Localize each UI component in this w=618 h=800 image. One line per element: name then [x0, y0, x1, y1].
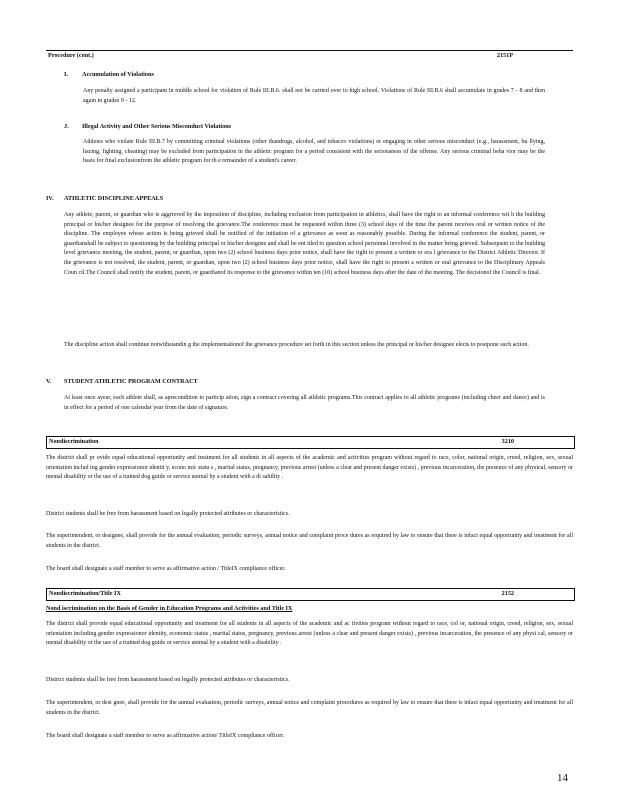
- title-ix-subheading: Nond iscrimination on the Basis of Gender in Education Programs and Activities and Title IX: [46, 605, 293, 612]
- nd1-paragraph-2: District students shall be free from harassment based on legally protected attributes or characteristics.: [46, 511, 290, 517]
- section-v-text: At least once ayear, each athlete shall, as aprecondition to particip ation, sign a contract covering all athletic programs.This contract applies to all athletic programs (including cheer and dance) and is in effect for a period of one calendar year from the date of signature.: [64, 395, 545, 411]
- section-iv-number: IV.: [46, 195, 54, 202]
- procedure-header: [46, 50, 573, 62]
- section-i-title: Accumulation of Violations: [82, 71, 154, 78]
- section-i-text: Any penalty assigned a participant in middle school for violation of Rule III.B.6. shall not be carried over to high school. Violations of Rule III.B.6 shall accumulate in grades 7 - 8 and then again in grades 9 - 12.: [83, 88, 545, 104]
- nd2-paragraph-2: District students shall be free from harassment based on legally protected attributes or characteristics.: [46, 677, 290, 683]
- nd1-paragraph-4: The board shall designate a staff member to serve as affirmative action / TitleIX compliance officer.: [46, 566, 286, 572]
- nd2-paragraph-3: The superintendent, or desi gnee, shall provide for the annual evaluation, periodic surveys, annual notice and complaint procedures as required by law to ensure that there is infact equal opportunity and treatment for all students in the district.: [46, 700, 573, 716]
- page-number: 14: [557, 772, 568, 784]
- section-v-number: V.: [46, 378, 52, 385]
- section-j-title: Illegal Activity and Other Serious Misconduct Violations: [82, 123, 232, 130]
- nd2-paragraph-4: The board shall designate a staff member to serve as affirmative action/ TitleIX compliance officer.: [46, 733, 285, 739]
- title-ix-header-label: Nondiscrimination/Title IX: [49, 590, 121, 597]
- nondiscrimination-header-label: Nondiscrimination: [49, 438, 99, 445]
- section-iv-text-1: Any athlete, parent, or guardian who is aggrieved by the imposition of discipline, including exclusion from participation in athletics, shall have the right to an informal conference wit h the building principal or his/her designee for the purpose of resolving the grievance.The conference must be requested within three (3) school days of the time the parent receives oral or written notice of the discipline. The employee whose action is being grieved shall be notified of the initiation of a grievance as soon as reasonably possible. During the informal conference the student, parent, or guardianshall be subject to questioning by the building principal or his/her designee and shall be ent itled to question school personnel involved in the matter being grieved. Subsequent to the building level grievance meeting, the student, parent, or guardian, upon two (2) school business days prior notice, shall have the right to present a written or ora l grievance to the District Athletic Director. If the grievance is not resolved, the student, parent, or guardian, upon two (2) school business days prior notice, shall have the right to present a written or oral grievance to the Disciplinary Appeals Coun cil.The Council shall notify the student, parent, or guardianof its response to the grievance within ten (10) school business days after the date of the meeting. The decisionof the Council is final.: [64, 212, 545, 276]
- procedure-header-label: Procedure (cont.): [48, 52, 94, 59]
- nd1-paragraph-3: The superintendent, or designee, shall provide for the annual evaluation, periodic surveys, annual notice and complaint proce dures as required by law to ensure that there is infact equal opportunity and treatment for all students in the district.: [46, 533, 573, 549]
- section-j-text: Athletes who violate Rule III.B.7 by committing criminal violations (other thandrugs, alcohol, and tobacco violations) or engaging in other serious misconduct (e.g., harassment, bu llying, hazing, fighting, cheating) may be excluded from participation in the athletic program for a period consistent with the seriousness of the offense. Any serious criminal beha vior may be the basis for final exclusionfrom the athletic program for th e remainder of a student's career.: [83, 139, 545, 165]
- section-iv-title: ATHLETIC DISCIPLINE APPEALS: [64, 195, 164, 202]
- nondiscrimination-header-code: 3210: [501, 438, 514, 445]
- section-v-title: STUDENT ATHLETIC PROGRAM CONTRACT: [64, 378, 198, 385]
- section-iv-text-2: The discipline action shall continue notwithstandin g the implementationof the grievance procedure set forth in this section unless the principal or his/her designee elects to postpone such action.: [64, 342, 529, 348]
- title-ix-header: [46, 588, 575, 601]
- section-j-number: J.: [64, 123, 69, 130]
- section-i-number: I.: [64, 71, 68, 78]
- procedure-header-code: 2151P: [496, 52, 513, 59]
- nd1-paragraph-1: The district shall pr ovide equal educational opportunity and treatment for all students in all aspects of the academic and activities program without regard to race, color, national origin, creed, religion, sex, sexual orientation includ ing gender expressionor identit y, econo mic statu s , marital status, pregnancy, previous arrest (unless a clear and present danger exists) , previous incarceration, the presence of any physical, sensory or mental disability or the use of a trained dog guide or service animal by a student with a di sability .: [46, 455, 573, 481]
- nondiscrimination-header: [46, 436, 575, 449]
- nd2-paragraph-1: The district shall provide equal educational opportunity and treatment for all students in all aspects of the academic and ac tivities program without regard to race, col or, national origin, creed, religion, sex, sexual orientation including gender expressionor identity, economic status , marital status, pregnancy, previous arrest (unless a clear and present danger exists) , previous incarceration, the presence of any physi cal, sensory or mental disability or the use of a trained dog guide or service animal by a student with a disability .: [46, 621, 573, 647]
- title-ix-header-code: 2152: [501, 590, 514, 597]
